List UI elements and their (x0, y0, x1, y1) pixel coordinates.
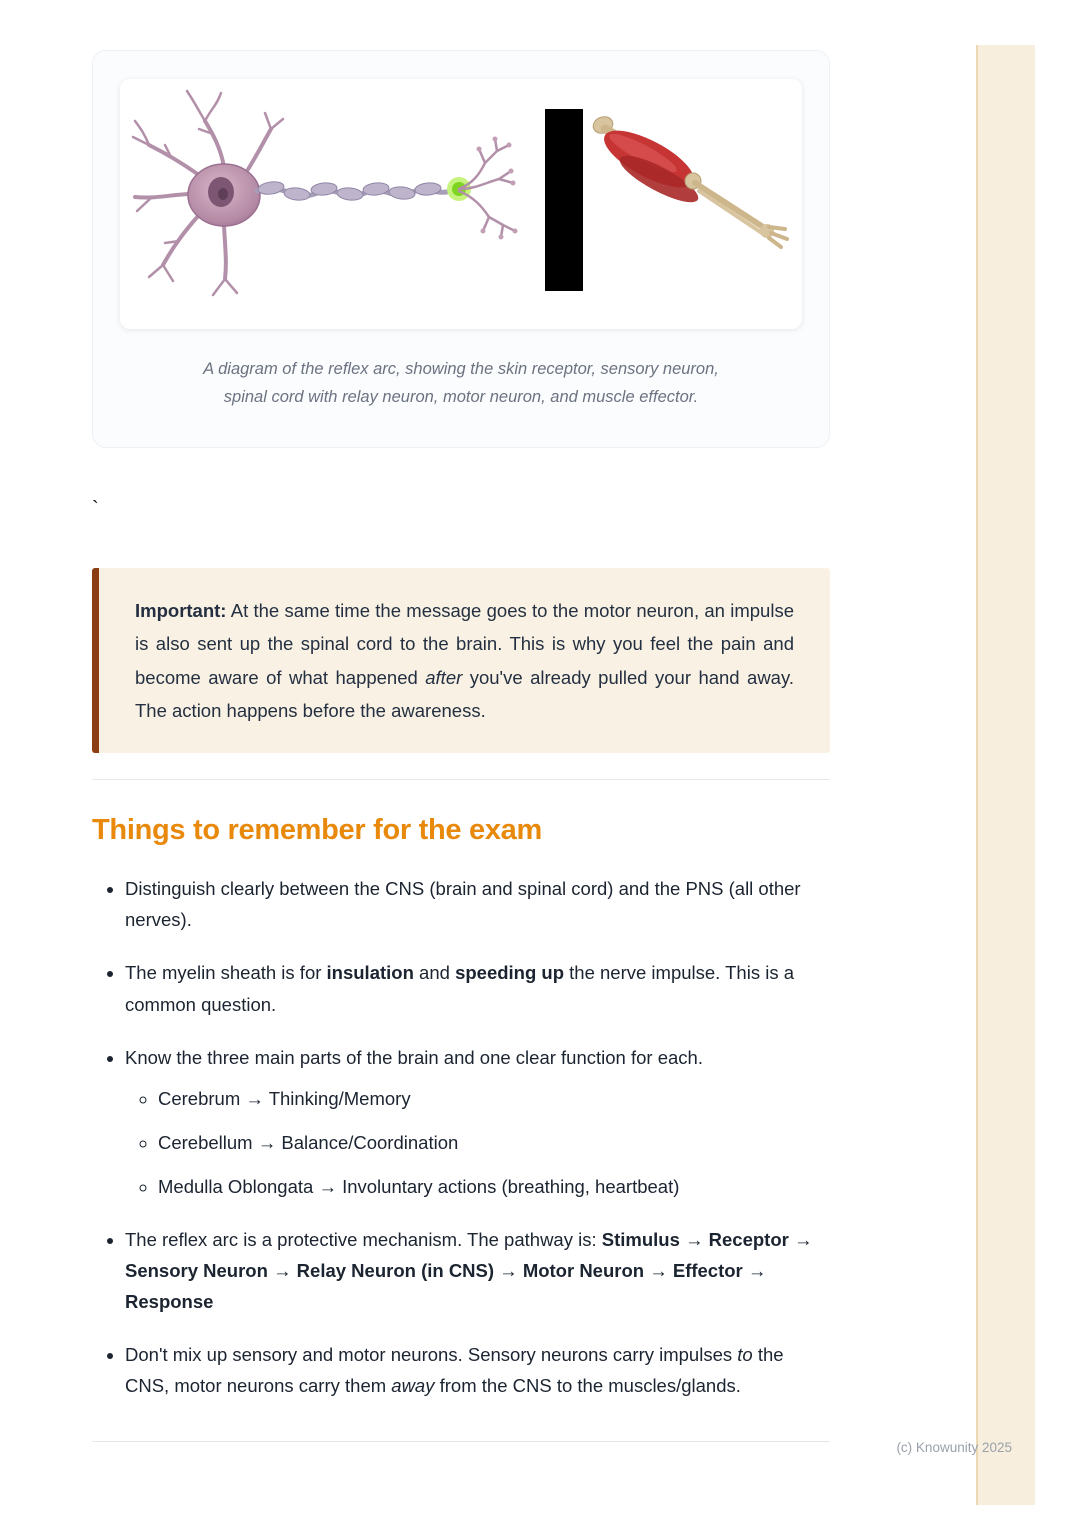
list-item-myelin: • The myelin sheath is for insulation and speeding up the nerve impulse. This is a common question. (125, 957, 830, 1019)
divider-bottom (92, 1441, 830, 1442)
figure-caption (117, 355, 805, 411)
neuron-illustration (133, 91, 518, 295)
divider-top (92, 779, 830, 780)
spinal-cord-bar (545, 109, 583, 291)
reflex-arc-figure-image (120, 79, 802, 329)
sub-list-item-cerebellum: ◦ Cerebellum → Balance/Coordination (158, 1127, 830, 1158)
important-callout (92, 568, 830, 753)
sub-list-item-cerebrum: ◦ Cerebrum → Thinking/Memory (158, 1083, 830, 1114)
list-item-brain-parts: • Know the three main parts of the brain and one clear function for each. ◦ Cerebrum → Thinking/Memory ◦ Cerebellum → Balance/Coordination ◦ Medulla Oblongata → Involuntary actions (breathing, heartbeat) (125, 1042, 830, 1202)
axon-terminals (459, 139, 515, 237)
figure-card (92, 50, 830, 448)
section-heading: Things to remember for the exam (92, 814, 542, 847)
list-item-sensory-motor: • Don't mix up sensory and motor neurons. Sensory neurons carry impulses to the CNS, motor neurons carry them away from the CNS to the muscles/glands. (125, 1339, 830, 1401)
exam-notes-list (92, 873, 830, 1401)
stray-backtick: ` (92, 498, 99, 521)
copyright-footer: (c) Knowunity 2025 (896, 1440, 1012, 1455)
list-item-reflex-pathway: • The reflex arc is a protective mechanism. The pathway is: Stimulus → Receptor → Sensory Neuron → Relay Neuron (in CNS) → Motor Neuron → Effector → Response (125, 1224, 830, 1317)
callout-text: Important: At the same time the message goes to the motor neuron, an impulse is also sent up the spinal cord to the brain. This is why you feel the pain and become aware of what happened after you've already pulled your hand away. The action happens before the awareness. (135, 600, 794, 721)
document-content (92, 0, 830, 1442)
figure-caption-line1: A diagram of the reflex arc, showing the skin receptor, sensory neuron, (203, 360, 719, 378)
sub-list-item-medulla: ◦ Medulla Oblongata → Involuntary actions (breathing, heartbeat) (158, 1171, 830, 1202)
figure-caption-line2: spinal cord with relay neuron, motor neuron, and muscle effector. (223, 388, 699, 407)
brain-parts-sublist (125, 1083, 830, 1202)
arm-muscle-illustration (591, 114, 787, 247)
right-margin-strip (976, 45, 1035, 1505)
list-item-cns-pns: • Distinguish clearly between the CNS (brain and spinal cord) and the PNS (all other nerves). (125, 873, 830, 935)
